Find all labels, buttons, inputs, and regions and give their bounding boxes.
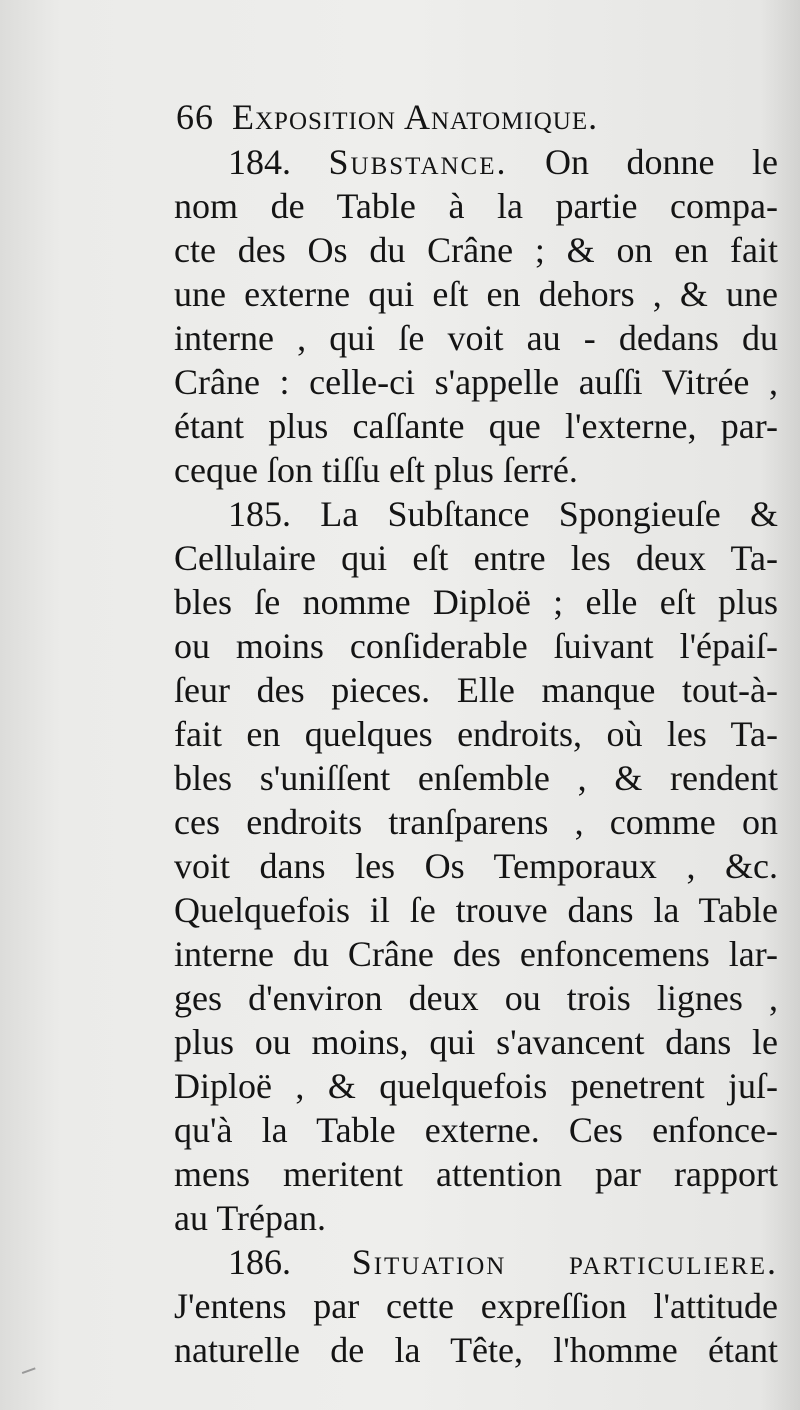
section-heading: Substance. — [328, 142, 508, 182]
text-line: bles ſe nomme Diploë ; elle eſt plus — [174, 582, 778, 622]
text-line: voit dans les Os Temporaux , &c. — [174, 846, 778, 886]
paragraph-number: 185. — [228, 494, 291, 534]
text-segment: On donne le — [545, 142, 778, 182]
text-line: bles s'uniſſent enſemble , & rendent — [174, 758, 778, 798]
text-line: ges d'environ deux ou trois lignes , — [174, 978, 778, 1018]
paragraph-185-line-1 — [228, 492, 778, 536]
text-line: nom de Table à la partie compa- — [174, 186, 778, 226]
text-line: ceque ſon tiſſu eſt plus ſerré. — [174, 450, 578, 490]
paragraph-184-line-1 — [228, 140, 778, 184]
text-line: Quelquefois il ſe trouve dans la Table — [174, 890, 778, 930]
section-heading: Situation particuliere. — [351, 1242, 778, 1282]
page-number: 66 — [176, 97, 214, 137]
running-title: Exposition Anatomique. — [232, 97, 599, 137]
text-line: J'entens par cette expreſſion l'attitude — [174, 1286, 778, 1326]
margin-mark — [18, 1358, 35, 1374]
text-line: ces endroits tranſparens , comme on — [174, 802, 778, 842]
text-line: au Trépan. — [174, 1198, 326, 1238]
text-line: naturelle de la Tête, l'homme étant — [174, 1330, 778, 1370]
text-line: étant plus caſſante que l'externe, par- — [174, 406, 778, 446]
text-segment: La Subſtance Spongieuſe & — [320, 494, 778, 534]
text-line: plus ou moins, qui s'avancent dans le — [174, 1022, 778, 1062]
text-line: cte des Os du Crâne ; & on en fait — [174, 230, 778, 270]
text-line: fait en quelques endroits, où les Ta- — [174, 714, 778, 754]
text-line: Cellulaire qui eſt entre les deux Ta- — [174, 538, 778, 578]
text-line: qu'à la Table externe. Ces enfonce- — [174, 1110, 778, 1150]
text-line: ſeur des pieces. Elle manque tout-à- — [174, 670, 778, 710]
paragraph-186-line-1 — [228, 1240, 778, 1284]
text-line: une externe qui eſt en dehors , & une — [174, 274, 778, 314]
text-line: Crâne : celle-ci s'appelle auſſi Vitrée , — [174, 362, 778, 402]
running-header — [176, 92, 776, 142]
text-line: interne du Crâne des enfoncemens lar- — [174, 934, 778, 974]
text-line: interne , qui ſe voit au - dedans du — [174, 318, 778, 358]
paragraph-number: 186. — [228, 1242, 291, 1282]
text-line: Diploë , & quelquefois penetrent juſ- — [174, 1066, 778, 1106]
text-line: mens meritent attention par rapport — [174, 1154, 778, 1194]
text-line: ou moins conſiderable ſuivant l'épaiſ- — [174, 626, 778, 666]
paragraph-number: 184. — [228, 142, 291, 182]
